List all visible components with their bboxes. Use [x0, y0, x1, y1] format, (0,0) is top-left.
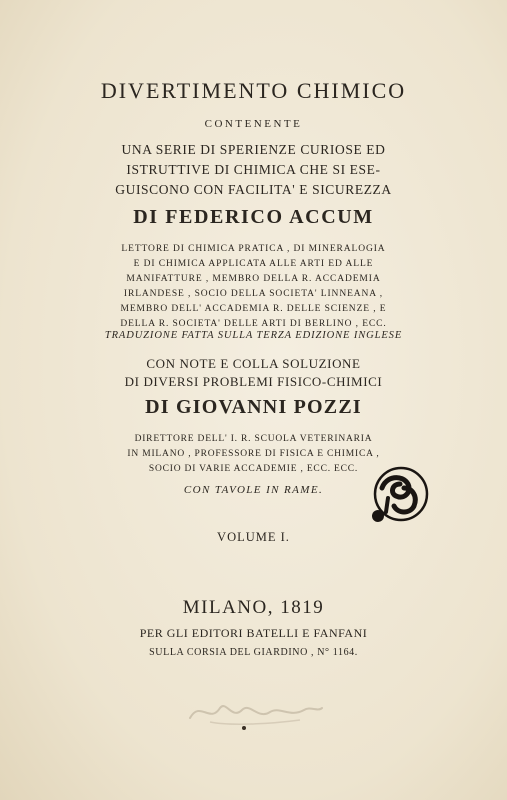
publisher-address: SULLA CORSIA DEL GIARDINO , N° 1164.	[149, 647, 358, 658]
description-line: ISTRUTTIVE DI CHIMICA CHE SI ESE-	[126, 162, 381, 177]
editor-role-line: IN MILANO , PROFESSORE DI FISICA E CHIMICA ,	[127, 449, 380, 459]
contenente-label: CONTENENTE	[204, 118, 303, 130]
author-role-line: MANIFATTURE , MEMBRO DELLA R. ACCADEMIA	[126, 274, 381, 284]
editor-role-line: DIRETTORE DELL' I. R. SCUOLA VETERINARIA	[134, 434, 373, 444]
author-role-line: E DI CHIMICA APPLICATA ALLE ARTI ED ALLE	[133, 259, 374, 269]
author-role-line: DELLA R. SOCIETA' DELLE ARTI DI BERLINO , ECC.	[120, 319, 387, 329]
place-and-date: MILANO, 1819	[182, 597, 325, 618]
description-line: UNA SERIE DI SPERIENZE CURIOSE ED	[121, 142, 386, 157]
author-role-line: LETTORE DI CHIMICA PRATICA , DI MINERALOGIA	[121, 244, 386, 254]
publisher-line: PER GLI EDITORI BATELLI E FANFANI	[139, 626, 368, 640]
plates-note: CON TAVOLE IN RAME.	[183, 484, 324, 496]
editor-role-line: SOCIO DI VARIE ACCADEMIE , ECC. ECC.	[148, 464, 359, 474]
author-role-line: IRLANDESE , SOCIO DELLA SOCIETA' LINNEANA ,	[123, 289, 384, 299]
notes-line: DI DIVERSI PROBLEMI FISICO-CHIMICI	[124, 374, 383, 389]
description-line: GUISCONO CON FACILITA' E SICUREZZA	[115, 182, 392, 197]
author-name: DI FEDERICO ACCUM	[133, 206, 374, 228]
author-role-line: MEMBRO DELL' ACCADEMIA R. DELLE SCIENZE , E	[120, 304, 387, 314]
book-title: DIVERTIMENTO CHIMICO	[100, 78, 407, 103]
ink-speck	[242, 726, 246, 730]
author-roles	[0, 242, 507, 332]
volume-number: VOLUME I.	[217, 530, 290, 544]
editor-roles	[0, 432, 507, 477]
translation-note: TRADUZIONE FATTA SULLA TERZA EDIZIONE INGLESE	[104, 330, 403, 341]
notes-line: CON NOTE E COLLA SOLUZIONE	[146, 356, 361, 371]
subtitle-description	[0, 140, 507, 200]
notes-statement	[0, 355, 507, 391]
editor-name: DI GIOVANNI POZZI	[145, 396, 362, 418]
handwritten-signature	[180, 690, 330, 730]
library-stamp-icon	[368, 466, 430, 528]
